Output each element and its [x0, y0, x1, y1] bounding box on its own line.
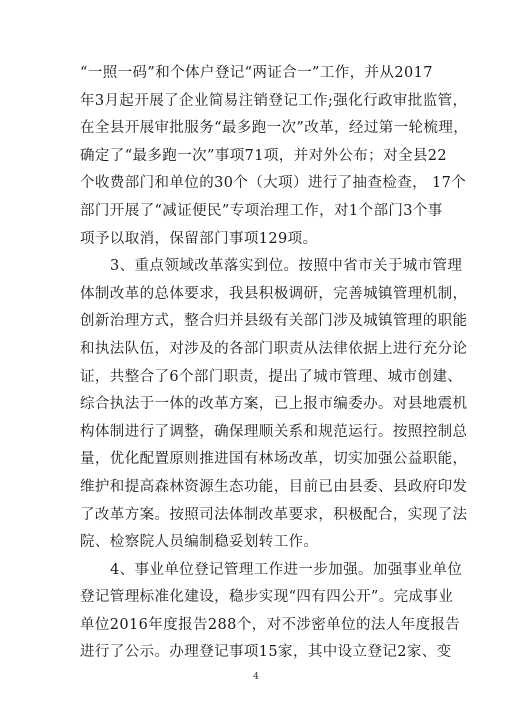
text-line: 确定了“最多跑一次”事项71项，并对外公布；对全县22 — [80, 147, 448, 164]
text-line: 综合执法于一体的改革方案，已上报市编委办。对县地震机 — [80, 396, 468, 413]
text-line: 了改革方案。按照司法体制改革要求，积极配合，实现了法 — [80, 506, 468, 523]
page-number: 4 — [253, 672, 259, 682]
text-line: 进行了公示。办理登记事项15家，其中设立登记2家、变 — [80, 644, 452, 661]
text-line: 证，共整合了6个部门职责，提出了城市管理、城市创建、 — [80, 368, 463, 385]
body-text — [80, 60, 469, 667]
text-line: 登记管理标准化建设，稳步实现“四有四公开”。完成事业 — [80, 589, 454, 606]
text-line: 量，优化配置原则推进国有林场改革，切实加强公益职能， — [80, 451, 468, 468]
text-line: 项予以取消，保留部门事项129项。 — [80, 230, 318, 247]
text-line: 创新治理方式，整合归并县级有关部门涉及城镇管理的职能 — [80, 313, 468, 330]
text-line: 院、检察院人员编制稳妥划转工作。 — [80, 534, 319, 551]
text-line: 个收费部门和单位的30个（大项）进行了抽查检查， 17个 — [80, 175, 467, 192]
text-line: 年3月起开展了企业简易注销登记工作;强化行政审批监管， — [80, 92, 468, 109]
text-line: 部门开展了“减证便民”专项治理工作，对1个部门3个事 — [80, 202, 443, 219]
section-heading-line: 3、重点领域改革落实到位。按照中省市关于城市管理 — [110, 258, 463, 275]
text-line: 体制改革的总体要求，我县积极调研，完善城镇管理机制， — [80, 285, 468, 302]
text-line: 维护和提高森林资源生态功能，目前已由县委、县政府印发 — [80, 478, 468, 495]
text-line: 在全县开展审批服务“最多跑一次”改革，经过第一轮梳理， — [80, 120, 469, 137]
section-heading-line: 4、事业单位登记管理工作进一步加强。加强事业单位 — [110, 561, 463, 578]
text-line: 单位2016年度报告288个，对不涉密单位的法人年度报告 — [80, 616, 461, 633]
text-line: “一照一码”和个体户登记“两证合一”工作，并从2017 — [80, 65, 433, 81]
text-line: 和执法队伍，对涉及的各部门职责从法律依据上进行充分论 — [80, 340, 468, 357]
text-line: 构体制进行了调整，确保理顺关系和规范运行。按照控制总 — [80, 423, 468, 440]
